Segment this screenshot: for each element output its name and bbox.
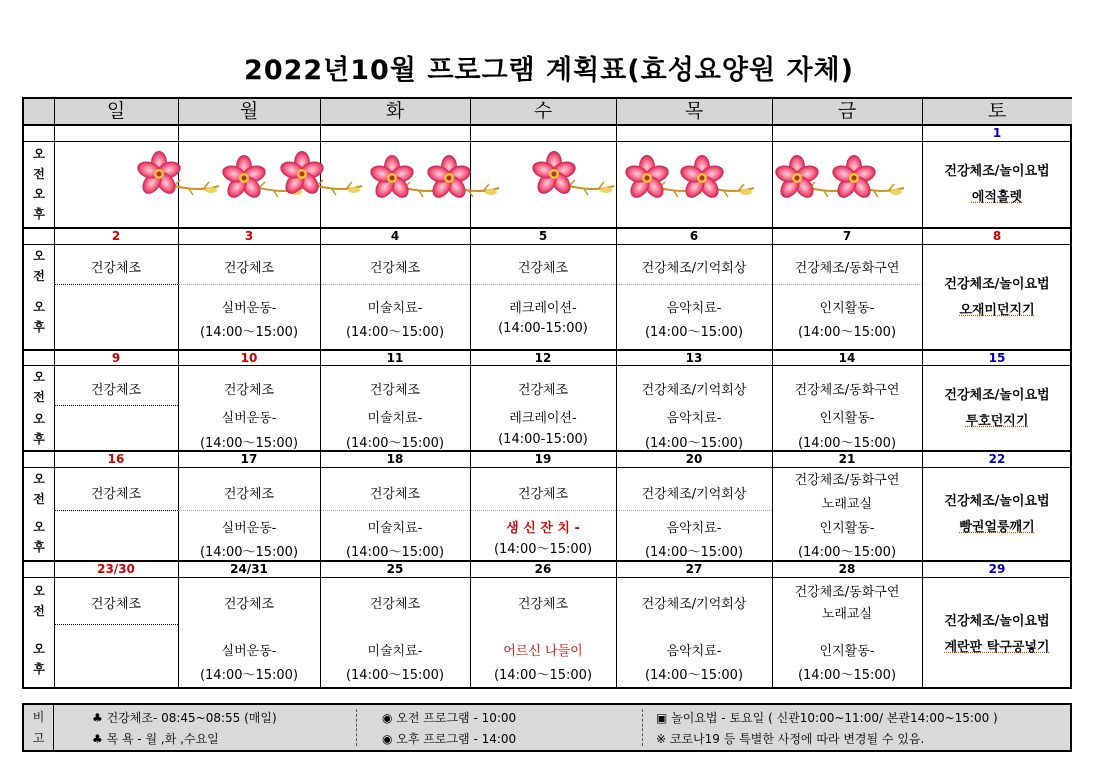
date-16: 16 <box>107 452 125 466</box>
side-label-pm: 오 후 <box>33 520 45 554</box>
date-25: 25 <box>386 562 404 576</box>
program-pm: 미술치료- <box>367 644 423 659</box>
note-bath: ♣ 목 욕 - 월 ,화 ,수요일 <box>92 732 219 746</box>
date-23-30: 23/30 <box>97 562 135 576</box>
program-pm: 실버운동- <box>221 644 277 659</box>
program-time: (14:00～15:00) <box>199 668 299 683</box>
side-label-pm: 오 후 <box>33 412 45 446</box>
program-am: 건강체조/동화구연 <box>794 383 900 398</box>
program-pm: 음악치료- <box>666 301 722 316</box>
page-title: 2022년10월 프로그램 계획표(효성요양원 자체) <box>244 55 854 86</box>
date-17: 17 <box>240 452 258 466</box>
program-am: 건강체조/동화구연 <box>794 585 900 600</box>
program-am: 건강체조/기억회상 <box>641 487 747 502</box>
program-pm: 인지활동- <box>819 644 875 659</box>
flower-decoration-image <box>54 142 922 227</box>
program-am: 건강체조 <box>517 383 569 398</box>
program-time: (14:00～15:00) <box>199 545 299 560</box>
date-29: 29 <box>988 562 1006 576</box>
program-am: 건강체조 <box>223 383 275 398</box>
date-13: 13 <box>685 351 703 365</box>
date-4: 4 <box>390 229 400 243</box>
side-label-am: 오 전 <box>33 472 45 506</box>
program-time: (14:00-15:00) <box>498 432 588 447</box>
date-3: 3 <box>244 229 254 243</box>
date-20: 20 <box>685 452 703 466</box>
program-pm: 음악치료- <box>666 521 722 536</box>
program-pm: 실버운동- <box>221 301 277 316</box>
program-am: 건강체조 <box>369 383 421 398</box>
day-header-mon: 월 <box>178 99 320 124</box>
date-14: 14 <box>838 351 856 365</box>
program-am: 건강체조 <box>517 487 569 502</box>
program-pm: 인지활동- <box>819 301 875 316</box>
program-am: 건강체조 <box>223 487 275 502</box>
program-am: 건강체조/기억회상 <box>641 261 747 276</box>
program-time: (14:00～15:00) <box>493 668 593 683</box>
program-am: 건강체조 <box>90 487 142 502</box>
program-pm: 실버운동- <box>221 521 277 536</box>
date-21: 21 <box>838 452 856 466</box>
date-1: 1 <box>992 126 1002 140</box>
program-time: (14:00～15:00) <box>797 436 897 451</box>
sat-week2: 건강체조/놀이요법 오재미던지기 <box>944 277 1050 318</box>
program-time: (14:00～15:00) <box>345 325 445 340</box>
date-11: 11 <box>386 351 404 365</box>
note-am-program: ◉ 오전 프로그램 - 10:00 <box>382 711 517 725</box>
program-time: (14:00～15:00) <box>199 436 299 451</box>
notes-box <box>22 703 1072 752</box>
program-time: (14:00～15:00) <box>644 436 744 451</box>
program-am: 건강체조/기억회상 <box>641 597 747 612</box>
program-am: 건강체조 <box>223 261 275 276</box>
note-play-therapy: ▣ 놀이요법 - 토요일 ( 신관10:00~11:00/ 본관14:00~15:00 ) <box>656 711 998 725</box>
program-am: 건강체조 <box>90 383 142 398</box>
program-pm: 레크레이션- <box>509 301 577 316</box>
date-27: 27 <box>685 562 703 576</box>
program-pm: 레크레이션- <box>509 411 577 426</box>
day-header-thu: 목 <box>616 99 772 124</box>
program-pm: 미술치료- <box>367 301 423 316</box>
program-am: 건강체조 <box>517 261 569 276</box>
date-15: 15 <box>988 351 1006 365</box>
program-time: (14:00～15:00) <box>644 668 744 683</box>
sat-week5: 건강체조/놀이요법 계란판 탁구공넣기 <box>944 614 1050 655</box>
program-pm: 음악치료- <box>666 644 722 659</box>
day-header-fri: 금 <box>772 99 922 124</box>
program-time: (14:00～15:00) <box>345 668 445 683</box>
date-10: 10 <box>240 351 258 365</box>
program-time: (14:00-15:00) <box>498 321 588 336</box>
program-am: 건강체조 <box>369 597 421 612</box>
program-am: 건강체조 <box>369 487 421 502</box>
program-time: (14:00～15:00) <box>797 545 897 560</box>
day-header-sun: 일 <box>54 99 178 124</box>
program-am: 건강체조 <box>517 597 569 612</box>
program-pm: 음악치료- <box>666 411 722 426</box>
program-pm: 미술치료- <box>367 411 423 426</box>
date-24-31: 24/31 <box>230 562 268 576</box>
program-pm: 실버운동- <box>221 411 277 426</box>
side-label-am: 오 전 <box>33 584 45 618</box>
program-pm-birthday: 생 신 잔 치 - <box>506 521 580 536</box>
note-covid: ※ 코로나19 등 특별한 사정에 따라 변경될 수 있음. <box>656 732 925 746</box>
day-header-sat: 토 <box>922 99 1072 124</box>
side-label-ampm: 오 전 오 후 <box>33 147 45 221</box>
program-time: (14:00～15:00) <box>493 542 593 557</box>
sat-week4: 건강체조/놀이요법 빵권얼룽깨기 <box>944 494 1050 535</box>
schedule-table <box>22 97 1072 689</box>
day-header-tue: 화 <box>320 99 470 124</box>
program-time: (14:00～15:00) <box>797 325 897 340</box>
program-time: (14:00～15:00) <box>345 436 445 451</box>
side-label-pm: 오 후 <box>33 300 45 334</box>
note-pm-program: ◉ 오후 프로그램 - 14:00 <box>382 732 517 746</box>
day-header-wed: 수 <box>470 99 616 124</box>
program-time: (14:00～15:00) <box>797 668 897 683</box>
note-exercise: ♣ 건강체조- 08:45~08:55 (매일) <box>92 711 277 725</box>
date-6: 6 <box>689 229 699 243</box>
date-7: 7 <box>842 229 852 243</box>
side-label-am: 오 전 <box>33 370 45 404</box>
program-time: (14:00～15:00) <box>345 545 445 560</box>
notes-label: 비 고 <box>24 705 54 750</box>
program-am-2: 노래교실 <box>821 607 873 622</box>
program-am: 건강체조 <box>90 261 142 276</box>
date-5: 5 <box>538 229 548 243</box>
date-8: 8 <box>992 229 1002 243</box>
side-label-pm: 오 후 <box>33 642 45 676</box>
date-2: 2 <box>111 229 121 243</box>
date-26: 26 <box>534 562 552 576</box>
date-18: 18 <box>386 452 404 466</box>
program-pm: 미술치료- <box>367 521 423 536</box>
sat-week1: 건강체조/놀이요법 에적홀렛 <box>944 164 1050 205</box>
program-am: 건강체조/기억회상 <box>641 383 747 398</box>
program-pm: 인지활동- <box>819 521 875 536</box>
program-time: (14:00～15:00) <box>199 325 299 340</box>
date-28: 28 <box>838 562 856 576</box>
date-22: 22 <box>988 452 1006 466</box>
program-am-2: 노래교실 <box>821 497 873 512</box>
date-12: 12 <box>534 351 552 365</box>
date-19: 19 <box>534 452 552 466</box>
header-corner <box>24 99 54 124</box>
program-time: (14:00～15:00) <box>644 325 744 340</box>
side-label-am: 오 전 <box>33 249 45 283</box>
program-am: 건강체조 <box>223 597 275 612</box>
program-am: 건강체조/동화구연 <box>794 261 900 276</box>
program-time: (14:00～15:00) <box>644 545 744 560</box>
sat-week3: 건강체조/놀이요법 투호던지기 <box>944 388 1050 429</box>
program-am: 건강체조/동화구연 <box>794 473 900 488</box>
program-pm-outing: 어르신 나들이 <box>503 644 583 659</box>
program-am: 건강체조 <box>369 261 421 276</box>
program-am: 건강체조 <box>90 597 142 612</box>
date-9: 9 <box>111 351 121 365</box>
program-pm: 인지활동- <box>819 411 875 426</box>
